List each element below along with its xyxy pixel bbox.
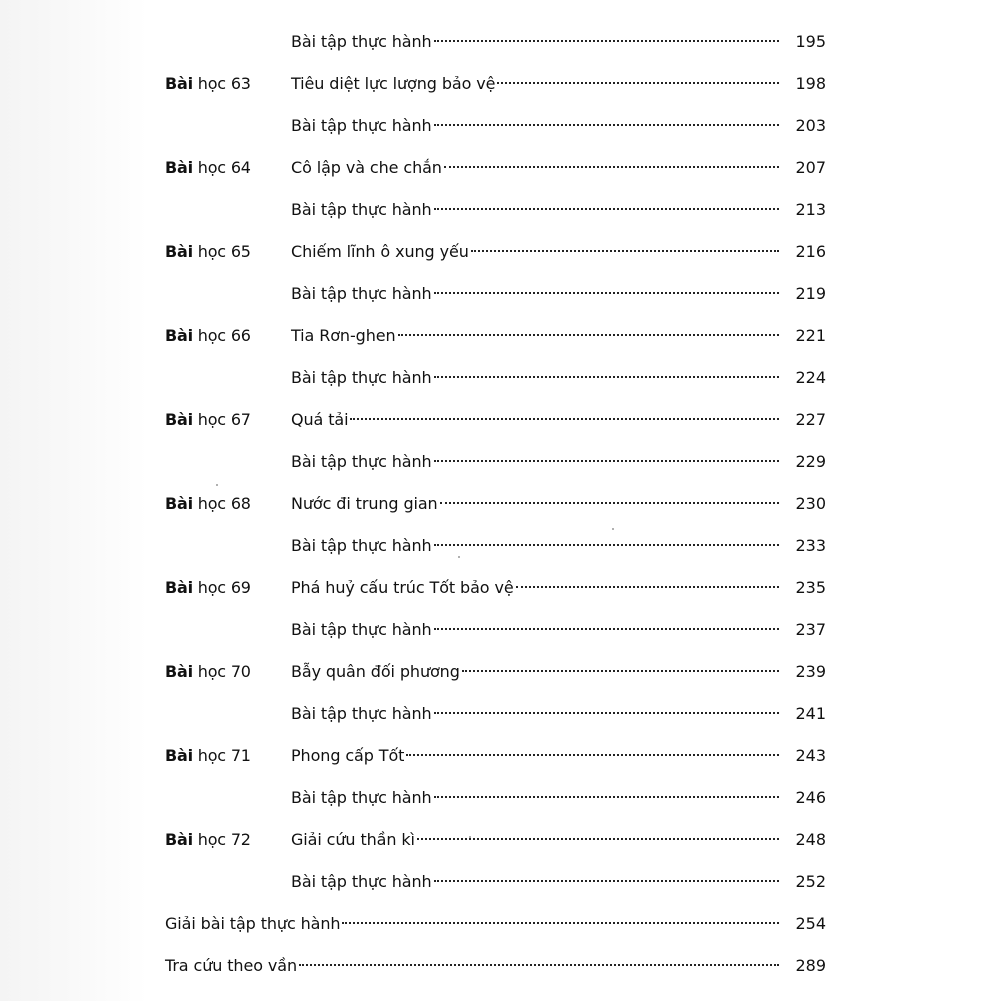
toc-entry [291,784,779,812]
dot-leader [299,964,779,966]
toc-row [0,868,1001,896]
lesson-word: Bài [165,410,193,429]
toc-entry-title: Bài tập thực hành [291,704,432,723]
lesson-suffix: học [197,326,226,345]
toc-entry [291,196,779,224]
toc-entry-title: Giải cứu thần kì [291,830,415,849]
lesson-suffix: học [197,494,226,513]
toc-appendix-row [0,910,1001,938]
print-speck [612,528,614,530]
toc-row [0,28,1001,56]
dot-leader [434,124,779,126]
toc-entry-title: Bài tập thực hành [291,116,432,135]
toc-entry-title: Quá tải [291,410,349,429]
toc-page-number: 216 [795,242,826,261]
toc-page-number: 221 [795,326,826,345]
toc-page-number: 198 [795,74,826,93]
toc-row [0,112,1001,140]
dot-leader [444,166,779,168]
toc-row [0,238,1001,266]
lesson-label [165,322,251,350]
toc-entry [291,280,779,308]
dot-leader [434,292,779,294]
toc-entry [291,826,779,854]
lesson-suffix: học [197,158,226,177]
toc-entry [291,490,779,518]
toc-entry [291,238,779,266]
toc-row [0,322,1001,350]
lesson-suffix: học [197,746,226,765]
toc-row [0,826,1001,854]
toc-entry [291,364,779,392]
toc-row [0,616,1001,644]
dot-leader [497,82,779,84]
toc-appendix-row [0,952,1001,980]
print-speck [458,556,460,558]
toc-row [0,406,1001,434]
toc-page-number: 254 [795,914,826,933]
toc-entry [291,700,779,728]
toc-page-number: 195 [795,32,826,51]
lesson-suffix: học [197,410,226,429]
toc-row [0,70,1001,98]
dot-leader [434,712,779,714]
toc-page-number: 229 [795,452,826,471]
dot-leader [350,418,779,420]
toc-page-number: 227 [795,410,826,429]
lesson-label [165,406,251,434]
lesson-word: Bài [165,74,193,93]
toc-entry [291,28,779,56]
dot-leader [462,670,779,672]
lesson-number: 63 [230,74,251,93]
lesson-suffix: học [197,74,226,93]
lesson-number: 70 [230,662,251,681]
toc-entry [291,616,779,644]
dot-leader [471,250,779,252]
toc-page-number: 237 [795,620,826,639]
toc-page-number: 219 [795,284,826,303]
toc-row [0,700,1001,728]
lesson-suffix: học [197,578,226,597]
toc-entry [291,112,779,140]
dot-leader [434,376,779,378]
lesson-number: 67 [230,410,251,429]
toc-row [0,742,1001,770]
lesson-label [165,490,251,518]
toc-entry [165,952,779,980]
lesson-word: Bài [165,326,193,345]
lesson-label [165,154,251,182]
print-speck [469,836,471,838]
toc-entry-title: Cô lập và che chắn [291,158,442,177]
dot-leader [417,838,779,840]
toc-page-number: 213 [795,200,826,219]
toc-entry [291,406,779,434]
lesson-suffix: học [197,662,226,681]
dot-leader [434,208,779,210]
toc-entry-title: Bài tập thực hành [291,788,432,807]
toc-row [0,784,1001,812]
print-speck [216,484,218,486]
toc-page-number: 207 [795,158,826,177]
lesson-number: 68 [230,494,251,513]
toc-page-number: 230 [795,494,826,513]
lesson-word: Bài [165,662,193,681]
dot-leader [398,334,779,336]
toc-page-number: 233 [795,536,826,555]
toc-page-number: 203 [795,116,826,135]
dot-leader [406,754,779,756]
lesson-number: 65 [230,242,251,261]
toc-entry-title: Phá huỷ cấu trúc Tốt bảo vệ [291,578,514,597]
lesson-label [165,238,251,266]
lesson-word: Bài [165,242,193,261]
toc-entry-title: Chiếm lĩnh ô xung yếu [291,242,469,261]
lesson-suffix: học [197,242,226,261]
lesson-word: Bài [165,830,193,849]
toc-entry-title: Bài tập thực hành [291,620,432,639]
toc-row [0,154,1001,182]
toc-entry-title: Bài tập thực hành [291,536,432,555]
lesson-label [165,826,251,854]
dot-leader [434,628,779,630]
toc-entry [291,658,779,686]
toc-entry-title: Tiêu diệt lực lượng bảo vệ [291,74,496,93]
lesson-word: Bài [165,578,193,597]
lesson-number: 71 [230,746,251,765]
lesson-label [165,70,251,98]
lesson-number: 64 [230,158,251,177]
lesson-word: Bài [165,746,193,765]
toc-entry-title: Bài tập thực hành [291,872,432,891]
toc-entry [291,448,779,476]
toc-row [0,364,1001,392]
dot-leader [342,922,779,924]
toc-entry [291,154,779,182]
dot-leader [516,586,779,588]
dot-leader [434,796,779,798]
toc-page-number: 241 [795,704,826,723]
toc-entry [291,322,779,350]
toc-entry [291,70,779,98]
lesson-suffix: học [197,830,226,849]
dot-leader [434,880,779,882]
toc-entry [291,742,779,770]
toc-entry-title: Tia Rơn-ghen [291,326,396,345]
lesson-word: Bài [165,494,193,513]
toc-entry-title: Bài tập thực hành [291,32,432,51]
toc-page-number: 246 [795,788,826,807]
lesson-label [165,742,251,770]
lesson-word: Bài [165,158,193,177]
lesson-label [165,574,251,602]
toc-page-number: 224 [795,368,826,387]
toc-entry-title: Bài tập thực hành [291,284,432,303]
toc-entry-title: Bài tập thực hành [291,452,432,471]
toc-entry [165,910,779,938]
toc-row [0,658,1001,686]
toc-row [0,532,1001,560]
dot-leader [440,502,779,504]
toc-page-number: 289 [795,956,826,975]
toc-row [0,448,1001,476]
lesson-label [165,658,251,686]
lesson-number: 72 [230,830,251,849]
toc-entry-title: Bài tập thực hành [291,368,432,387]
toc-page-number: 248 [795,830,826,849]
toc-page-number: 239 [795,662,826,681]
lesson-number: 69 [230,578,251,597]
toc-entry-title: Phong cấp Tốt [291,746,405,765]
toc-row [0,490,1001,518]
toc-page-number: 252 [795,872,826,891]
dot-leader [434,40,779,42]
toc-entry-title: Bài tập thực hành [291,200,432,219]
toc-entry-title: Bẫy quân đối phương [291,662,460,681]
toc-row [0,280,1001,308]
toc-page-number: 243 [795,746,826,765]
toc-entry-title: Giải bài tập thực hành [165,914,341,933]
toc-entry [291,868,779,896]
toc-row [0,574,1001,602]
toc-entry [291,532,779,560]
toc-entry [291,574,779,602]
toc-page-number: 235 [795,578,826,597]
toc-row [0,196,1001,224]
lesson-number: 66 [230,326,251,345]
toc-entry-title: Tra cứu theo vần [165,956,298,975]
toc-entry-title: Nước đi trung gian [291,494,438,513]
dot-leader [434,460,779,462]
dot-leader [434,544,779,546]
